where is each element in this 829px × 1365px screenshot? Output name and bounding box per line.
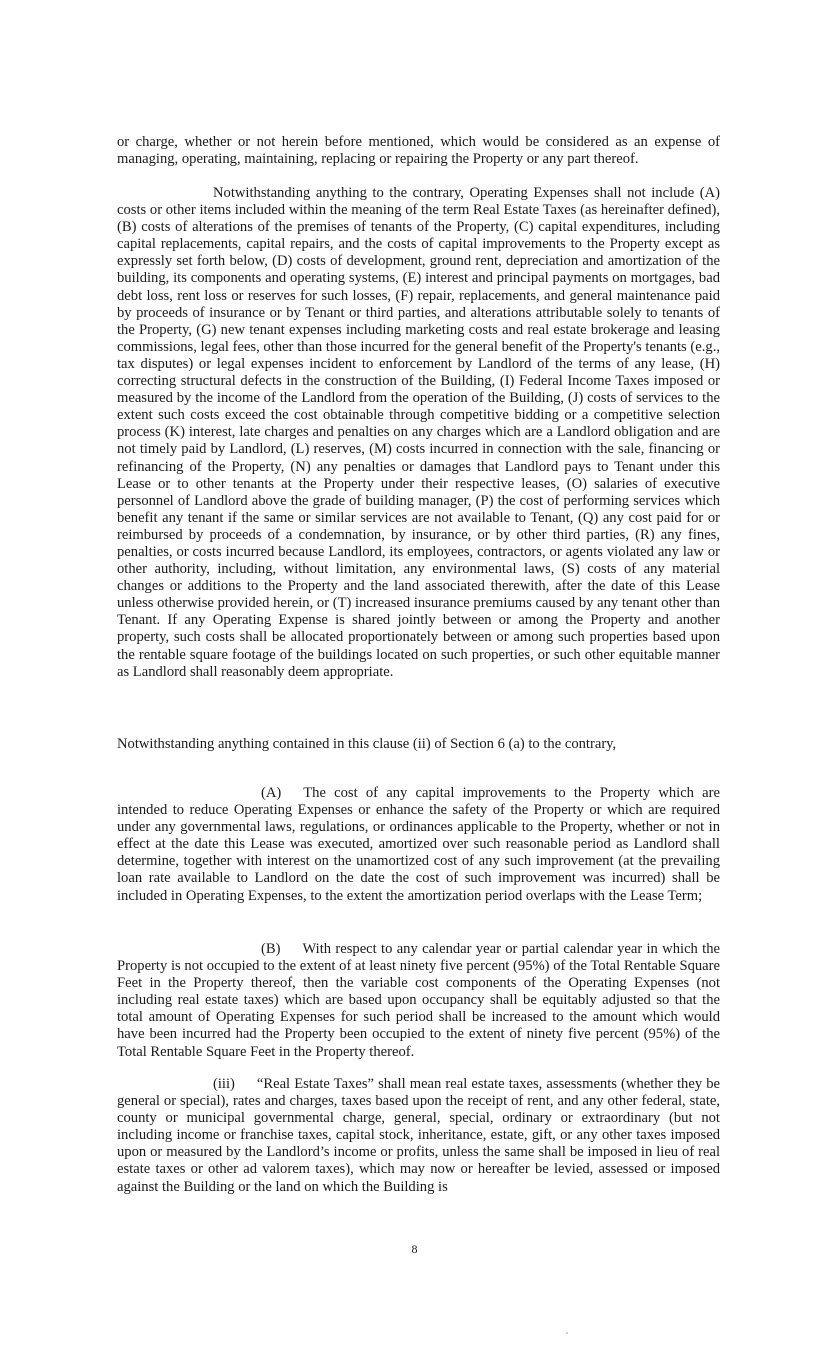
- clause-label: (B): [261, 941, 281, 957]
- paragraph-text: With respect to any calendar year or partial calendar year in which the Property is not occupied to the extent of at least ninety five percent (95%) of the Total Rentable Square Feet in the Property thereof, then the variable cost components of the Operating Expenses (not including real estate taxes) which are based upon occupancy shall be equitably adjusted so that the total amount of Operating Expenses for such period shall be increased to the amount which would have been incurred had the Property been occupied to the extent of ninety five percent (95%) of the Total Rentable Square Feet in the Property thereof.: [117, 941, 720, 1060]
- clause-b-paragraph: [117, 941, 720, 1061]
- paragraph-real-estate-taxes: [117, 1076, 720, 1196]
- paragraph-text: “Real Estate Taxes” shall mean real estate taxes, assessments (whether they be general or special), rates and charges, taxes based upon the receipt of rent, and any other federal, state, county or municipal governmental charge, general, special, ordinary or extraordinary (but not including income or franchise taxes, capital stock, inheritance, estate, gift, or any other taxes imposed upon or measured by the Landlord’s income or profits, unless the same shall be imposed in lieu of real estate taxes or other ad valorem taxes), which may now or hereafter be levied, assessed or imposed against the Building or the land on which the Building is: [117, 1076, 720, 1195]
- paragraph-clause-b: [117, 941, 720, 1061]
- paragraph-notwithstanding: [117, 736, 720, 753]
- paragraph-clause-a: [117, 785, 720, 905]
- clause-label: (A): [261, 785, 282, 801]
- clause-label: (iii): [213, 1076, 235, 1092]
- paragraph-text: Notwithstanding anything contained in this clause (ii) of Section 6 (a) to the contrary,: [117, 736, 617, 752]
- scan-speck: [566, 1332, 568, 1334]
- paragraph-exclusions: [117, 185, 720, 681]
- clause-iii-paragraph: [117, 1076, 720, 1196]
- paragraph-text: or charge, whether or not herein before mentioned, which would be considered as an expense of managing, operating, maintaining, replacing or repairing the Property or any part thereof.: [117, 134, 720, 168]
- paragraph-expense-continuation: [117, 134, 720, 168]
- page-number: 8: [411, 1242, 418, 1256]
- paragraph-text: The cost of any capital improvements to the Property which are intended to reduce Operating Expenses or enhance the safety of the Property or which are required under any governmental laws, regulations, or ordinances applicable to the Property, whether or not in effect at the date this Lease was executed, amortized over such reasonable period as Landlord shall determine, together with interest on the unamortized cost of any such improvement (at the prevailing loan rate available to Landlord on the date the cost of such improvement was incurred) shall be included in Operating Expenses, to the extent the amortization period overlaps with the Lease Term;: [117, 785, 720, 904]
- clause-a-paragraph: [117, 785, 720, 905]
- paragraph-text: Notwithstanding anything to the contrary, Operating Expenses shall not include (A) costs or other items included within the meaning of the term Real Estate Taxes (as hereinafter defined), (B) costs of alterations of the premises of tenants of the Property, (C) capital expenditures, including capital replacements, capital repairs, and the costs of capital improvements to the Property except as expressly set forth below, (D) costs of development, ground rent, depreciation and amortization of the building, its components and operating systems, (E) interest and principal payments on mortgages, bad debt loss, rent loss or reserves for such losses, (F) repair, replacements, and general maintenance paid by proceeds of insurance or by Tenant or third parties, and alterations attributable solely to tenants of the Property, (G) new tenant expenses including marketing costs and real estate brokerage and leasing commissions, legal fees, other than those incurred for the general benefit of the Property's tenants (e.g., tax disputes) or legal expenses incident to enforcement by Landlord of the terms of any lease, (H) correcting structural defects in the construction of the Building, (I) Federal Income Taxes imposed or measured by the income of the Landlord from the operation of the Building, (J) costs of services to the extent such costs exceed the cost obtainable through competitive bidding or a competitive selection process (K) interest, late charges and penalties on any charges which are a Landlord obligation and are not timely paid by Landlord, (L) reserves, (M) costs incurred in connection with the sale, financing or refinancing of the Property, (N) any penalties or damages that Landlord pays to Tenant under this Lease or to other tenants at the Property under their respective leases, (O) salaries of executive personnel of Landlord above the grade of building manager, (P) the cost of performing services which benefit any tenant if the same or similar services are not available to Tenant, (Q) any cost paid for or reimbursed by proceeds of a condemnation, by insurance, or by other third parties, (R) any fines, penalties, or costs incurred because Landlord, its employees, contractors, or agents violated any law or other authority, including, without limitation, any environmental laws, (S) costs of any material changes or additions to the Property and the land associated therewith, after the date of this Lease unless otherwise provided herein, or (T) increased insurance premiums caused by any tenant other than Tenant. If any Operating Expense is shared jointly between or among the Property and another property, such costs shall be allocated proportionately between or among such properties based upon the rentable square footage of the buildings located on such properties, or such other equitable manner as Landlord shall reasonably deem appropriate.: [117, 185, 720, 680]
